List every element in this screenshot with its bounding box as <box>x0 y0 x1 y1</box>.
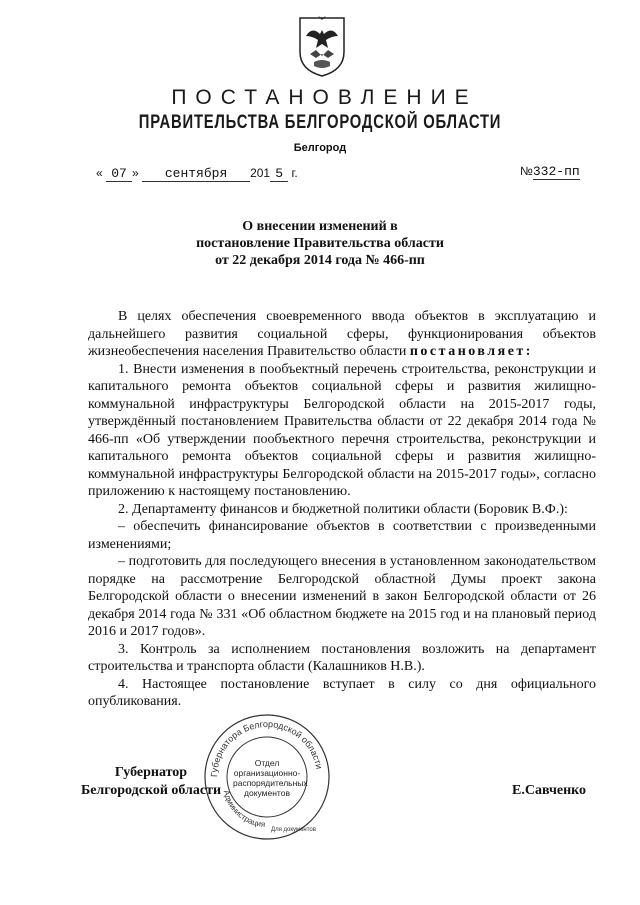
signatory-name: Е.Савченко <box>512 783 587 798</box>
stamp-center-line: документов <box>244 788 290 798</box>
document-subject <box>0 218 640 269</box>
preamble-text: В целях обеспечения своевременного ввода объектов в эксплуатацию и дальнейшего развития социальной сферы, функционирования объектов жизнеобеспечения населения Правительство области <box>88 309 596 359</box>
body-paragraph: – подготовить для последующего внесения в установленном законодательством порядке на рассмотрение Белгородской областной Думы проект закона Белгородской области о внесении изменений в закон Белгородской области от 26 декабря 2014 года № 331 «Об областном бюджете на 2015 год и на плановый период 2016 и 2017 годов». <box>88 554 596 639</box>
number-value: 332-пп <box>532 164 580 179</box>
issuing-authority-title: ПРАВИТЕЛЬСТВА БЕЛГОРОДСКОЙ ОБЛАСТИ <box>138 112 502 133</box>
signatory-title <box>76 764 226 800</box>
date-year-suffix: 5 <box>270 166 288 182</box>
date-close-quote: » <box>132 166 139 180</box>
stamp-center-line: распорядительных <box>233 778 308 788</box>
document-date <box>96 166 298 182</box>
decree-keyword: постановляет: <box>409 344 533 359</box>
preamble-paragraph <box>88 308 596 361</box>
stamp-ring-bottom-text: Администрация <box>221 789 266 829</box>
number-sign: № <box>520 164 533 178</box>
date-year-unit: г. <box>291 166 298 180</box>
document-body <box>88 308 596 711</box>
city-name: Белгород <box>293 142 347 154</box>
body-paragraph: 4. Настоящее постановление вступает в силу со дня официального опубликования. <box>88 676 596 709</box>
stamp-center-line: Отдел <box>254 758 280 768</box>
date-year-prefix: 201 <box>250 166 271 180</box>
body-paragraph: 3. Контроль за исполнением постановления возложить на департамент строительства и транспорта области (Калашников Н.В.). <box>88 641 596 674</box>
stamp-ring-top-text: Губернатора Белгородской области <box>208 718 325 778</box>
body-paragraph: – обеспечить финансирование объектов в соответствии с произведенными изменениями; <box>88 519 596 552</box>
subject-line: постановление Правительства области <box>196 236 444 251</box>
date-day: 07 <box>106 166 132 182</box>
document-number <box>520 164 580 179</box>
body-paragraph: 1. Внести изменения в пообъектный перечень строительства, реконструкции и капитального ремонта объектов социальной сферы и развития жилищно-коммунальной инфраструктуры Белгородской области на 2015-2017 годы, утверждённый постановлением Правительства области от 22 декабря 2014 года № 466-пп «Об утверждении пообъектного перечня строительства, реконструкции и капитального ремонта объектов социальной сферы и развития жилищно-коммунальной инфраструктуры Белгородской области на 2015-2017 годы», согласно приложению к настоящему постановлению. <box>88 361 596 499</box>
subject-line: от 22 декабря 2014 года № 466-пп <box>215 253 425 268</box>
body-paragraph: 2. Департаменту финансов и бюджетной политики области (Боровик В.Ф.): <box>118 501 568 517</box>
subject-line: О внесении изменений в <box>242 219 398 234</box>
signatory-title-line: Губернатор <box>114 765 188 780</box>
document-type-title: ПОСТАНОВЛЕНИЕ <box>171 86 478 109</box>
signatory-title-line: Белгородской области <box>80 783 222 798</box>
stamp-ring-small-text: Для документов <box>271 827 316 833</box>
stamp-center-line: организационно- <box>233 768 301 778</box>
date-open-quote: « <box>96 166 103 180</box>
coat-of-arms-emblem <box>296 14 348 78</box>
stamp-center-text <box>233 758 308 798</box>
date-month: сентября <box>142 166 250 182</box>
